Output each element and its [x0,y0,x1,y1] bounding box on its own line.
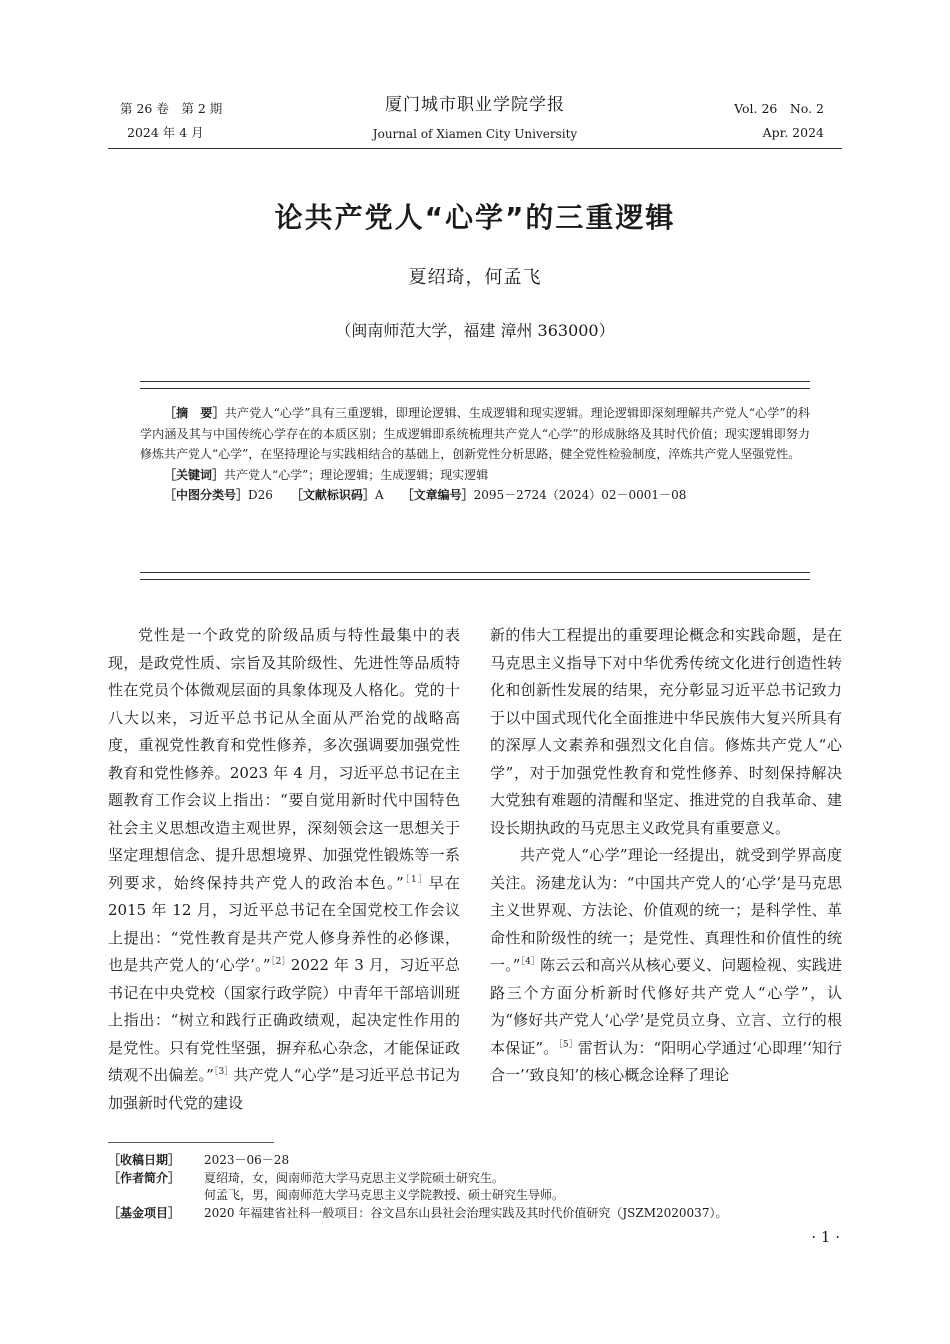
header-volume-issue-en: Vol. 26 No. 2 [734,101,824,116]
body-paragraph-3 [490,842,842,1090]
footnote-fund [108,1205,848,1223]
citation-4: ［4］ [520,957,541,967]
body-column-left [108,622,460,1117]
body-text: 党性是一个政党的阶级品质与特性最集中的表现，是政党性质、宗旨及其阶级性、先进性等品质特性在党员个体微观层面的具象体现及人格化。党的十八大以来，习近平总书记从全面从严治党的战略高度，重视党性教育和党性修养，多次强调要加强党性教育和党性修养。2023 年 4 月，习近平总书记在主题教育工作会议上指出：“要自觉用新时代中国特色社会主义思想改造主观世界，深刻领会这一思想关于坚定理想信念、提升思想境界、加强党性锻炼等一系列要求，始终保持共产党人的政治本色。” [108,626,460,892]
header-journal-title-en: Journal of Xiamen City University [372,127,578,141]
article-affiliation: （闽南师范大学，福建 漳州 363000） [335,321,615,340]
header-date: 2024 年 4 月 [127,125,204,140]
received-label: ［收稿日期］ [108,1153,181,1167]
body-text: 新的伟大工程提出的重要理论概念和实践命题，是在马克思主义指导下对中华优秀传统文化进行创造性转化和创新性发展的结果，充分彰显习近平总书记致力于以中国式现代化全面推进中华民族伟大复兴所具有的深厚人文素养和强烈文化自信。修炼共产党人“心学”，对于加强党性教育和党性修养、时刻保持解决大党独有难题的清醒和坚定、推进党的自我革命、建设长期执政的马克思主义政党具有重要意义。 [490,626,842,837]
author-info-label: ［作者简介］ [108,1170,181,1185]
article-no-label: ［文章编号］ [407,488,474,503]
abstract-rule-bottom-2 [140,579,810,580]
body-text: 雷哲认为：“阳明心学通过‘心即理’‘知行合一’‘致良知’的核心概念诠释了理论 [490,1038,843,1084]
header-date-en: Apr. 2024 [762,125,824,140]
keywords-label: ［关键词］ [164,467,225,482]
abstract-rule-bottom-1 [140,572,810,573]
citation-3: ［3］ [213,1067,234,1077]
article-title: 论共产党人“心学”的三重逻辑 [274,201,676,234]
abstract-rule-top-2 [140,388,810,389]
page-number: · 1 · [811,1228,840,1246]
header-journal-title: 厦门城市职业学院学报 [385,95,565,115]
body-text: 早在 2015 年 12 月，习近平总书记在全国党校工作会议上提出：“党性教育是共产党人修身养性的必修课，也是共产党人的‘心学’。” [108,873,460,974]
doc-code-value: A [374,488,384,503]
header-volume-issue: 第 26 卷 第 2 期 [120,101,223,116]
abstract-paragraph [140,403,810,465]
footnote-author-1 [108,1170,848,1188]
abstract-text: 共产党人“心学”具有三重逻辑，即理论逻辑、生成逻辑和现实逻辑。理论逻辑即深刻理解共产党人“心学”的科学内涵及其与中国传统心学存在的本质区别；生成逻辑即系统梳理共产党人“心学”的形成脉络及其时代价值；现实逻辑即努力修炼共产党人“心学”，在坚持理论与实践相结合的基础上，创新党性分析思路，健全党性检验制度，淬炼共产党人坚强党性。 [140,406,810,462]
abstract-block [140,403,810,506]
abstract-rule-top-1 [140,381,810,382]
doc-code-label: ［文献标识码］ [296,488,375,503]
footnote-rule [108,1142,274,1143]
clc-value: D26 [248,488,273,503]
author-info-2: 何孟飞，男，闽南师范大学马克思主义学院教授、硕士研究生导师。 [204,1188,565,1202]
citation-5: ［5］ [558,1039,578,1050]
abstract-label: ［摘 要］ [164,406,225,420]
fund-text: 2020 年福建省社科一般项目：谷文昌东山县社会治理实践及其时代价值研究（JSZM2020037）。 [204,1205,728,1220]
body-paragraph-2 [490,622,842,842]
body-column-right [490,622,842,1090]
body-text: 陈云云和高兴从核心要义、问题检视、实践进路三个方面分析新时代修好共产党人“心学”，认为“修好共产党人‘心学’是党员立身、立言、立行的根本保证”。 [490,956,842,1057]
clc-label: ［中图分类号］ [164,488,249,503]
body-paragraph-1 [108,622,460,1117]
author-info-1: 夏绍琦，女，闽南师范大学马克思主义学院硕士研究生。 [204,1170,505,1185]
keywords-line [140,465,810,486]
footnotes [108,1152,848,1222]
classification-line [140,485,810,506]
body-text: 2022 年 3 月，习近平总书记在中央党校（国家行政学院）中青年干部培训班上指出：“树立和践行正确政绩观，起决定性作用的是党性。只有党性坚强，摒弃私心杂念，才能保证政绩观不出偏差。” [108,956,460,1084]
body-text: 共产党人“心学”理论一经提出，就受到学界高度关注。汤建龙认为：“中国共产党人的‘心学’是马克思主义世界观、方法论、价值观的统一；是科学性、革命性和阶级性的统一；是党性、真理性和价值性的统一。” [490,846,842,974]
citation-1: ［1］ [403,874,429,885]
header-rule [108,148,842,149]
citation-2: ［2］ [270,957,291,967]
article-no-value: 2095－2724（2024）02－0001－08 [473,488,687,503]
body-text: 共产党人“心学”是习近平总书记为加强新时代党的建设 [108,1066,460,1112]
fund-label: ［基金项目］ [108,1205,181,1220]
article-authors: 夏绍琦，何孟飞 [408,267,542,288]
keywords-text: 共产党人“心学”；理论逻辑；生成逻辑；现实逻辑 [224,467,489,482]
received-date: 2023－06－28 [204,1153,290,1167]
footnote-received [108,1152,848,1170]
footnote-author-2 [108,1187,848,1205]
